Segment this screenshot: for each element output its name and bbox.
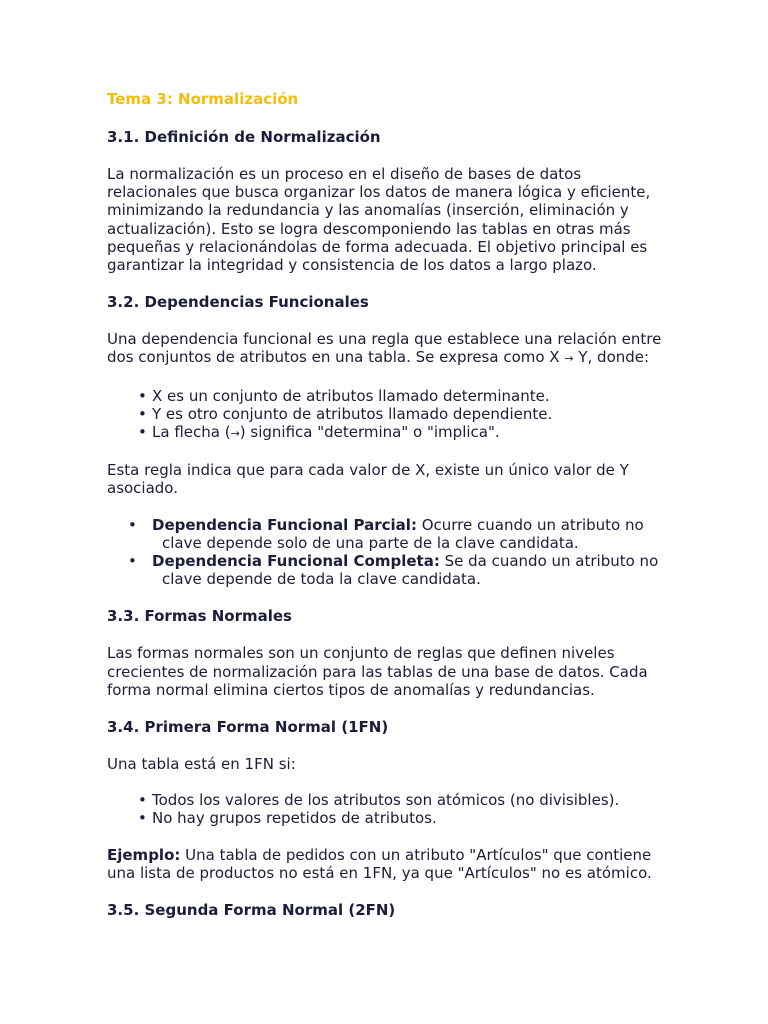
normal-forms-paragraph: Las formas normales son un conjunto de reglas que definen niveles crecientes de normalización para las tablas de una base de datos. Cada forma normal elimina ciertos tipos de anomalías y redundancias. <box>107 644 648 699</box>
term-description: Ocurre cuando un atributo no clave depende solo de una parte de la clave candidata. <box>162 515 644 552</box>
list-item-text-end: ) significa "determina" o "implica". <box>239 423 500 442</box>
section-heading-3-4: 3.4. Primera Forma Normal (1FN) <box>107 718 389 737</box>
list-item: • Y es otro conjunto de atributos llamado dependiente. <box>152 405 668 423</box>
list-item-text-start: La flecha ( <box>152 423 231 442</box>
section-heading-3-2: 3.2. Dependencias Funcionales <box>107 293 369 312</box>
section-heading-3-1: 3.1. Definición de Normalización <box>107 128 381 146</box>
fd-text-end: Y, donde: <box>573 348 650 367</box>
term-description: Se da cuando un atributo no clave depende de toda la clave candidata. <box>162 552 659 589</box>
term-label: Dependencia Funcional Parcial: <box>152 515 417 534</box>
section-heading-3-5: 3.5. Segunda Forma Normal (2FN) <box>107 901 396 920</box>
list-item <box>152 423 668 443</box>
example-paragraph <box>107 846 668 882</box>
term-label: Dependencia Funcional Completa: <box>152 552 440 571</box>
rule-explanation-paragraph: Esta regla indica que para cada valor de X, existe un único valor de Y asociado. <box>107 461 629 498</box>
list-item: • No hay grupos repetidos de atributos. <box>152 809 668 827</box>
list-item: • X es un conjunto de atributos llamado determinante. <box>152 387 668 405</box>
example-text: Una tabla de pedidos con un atributo "Artículos" que contiene una lista de productos no está en 1FN, ya que "Artículos" no es atómico. <box>107 845 652 882</box>
1fn-conditions-list <box>107 791 668 827</box>
fd-text-start: Una dependencia funcional es una regla que establece una relación entre dos conjuntos de atributos en una tabla. Se expresa como X <box>107 330 662 367</box>
definition-paragraph: La normalización es un proceso en el diseño de bases de datos relacionales que busca organizar los datos de manera lógica y eficiente, minimizando la redundancia y las anomalías (inserción, eliminación y actualización). Esto se logra descomponiendo las tablas en otras más pequeñas y relacionándolas de forma adecuada. El objetivo principal es garantizar la integridad y consistencia de los datos a largo plazo. <box>107 165 651 275</box>
fd-types-list <box>107 516 668 589</box>
document-title: Tema 3: Normalización <box>107 90 299 108</box>
fd-components-list <box>107 387 668 444</box>
list-item <box>152 552 668 588</box>
arrow-symbol: → <box>230 427 240 441</box>
section-heading-3-3: 3.3. Formas Normales <box>107 607 292 626</box>
arrow-symbol: → <box>564 352 574 366</box>
list-item <box>152 516 668 552</box>
list-item: • Todos los valores de los atributos son atómicos (no divisibles). <box>152 791 668 809</box>
functional-dependency-paragraph <box>107 330 668 368</box>
1fn-intro-paragraph: Una tabla está en 1FN si: <box>107 755 296 774</box>
example-label: Ejemplo: <box>107 845 181 864</box>
